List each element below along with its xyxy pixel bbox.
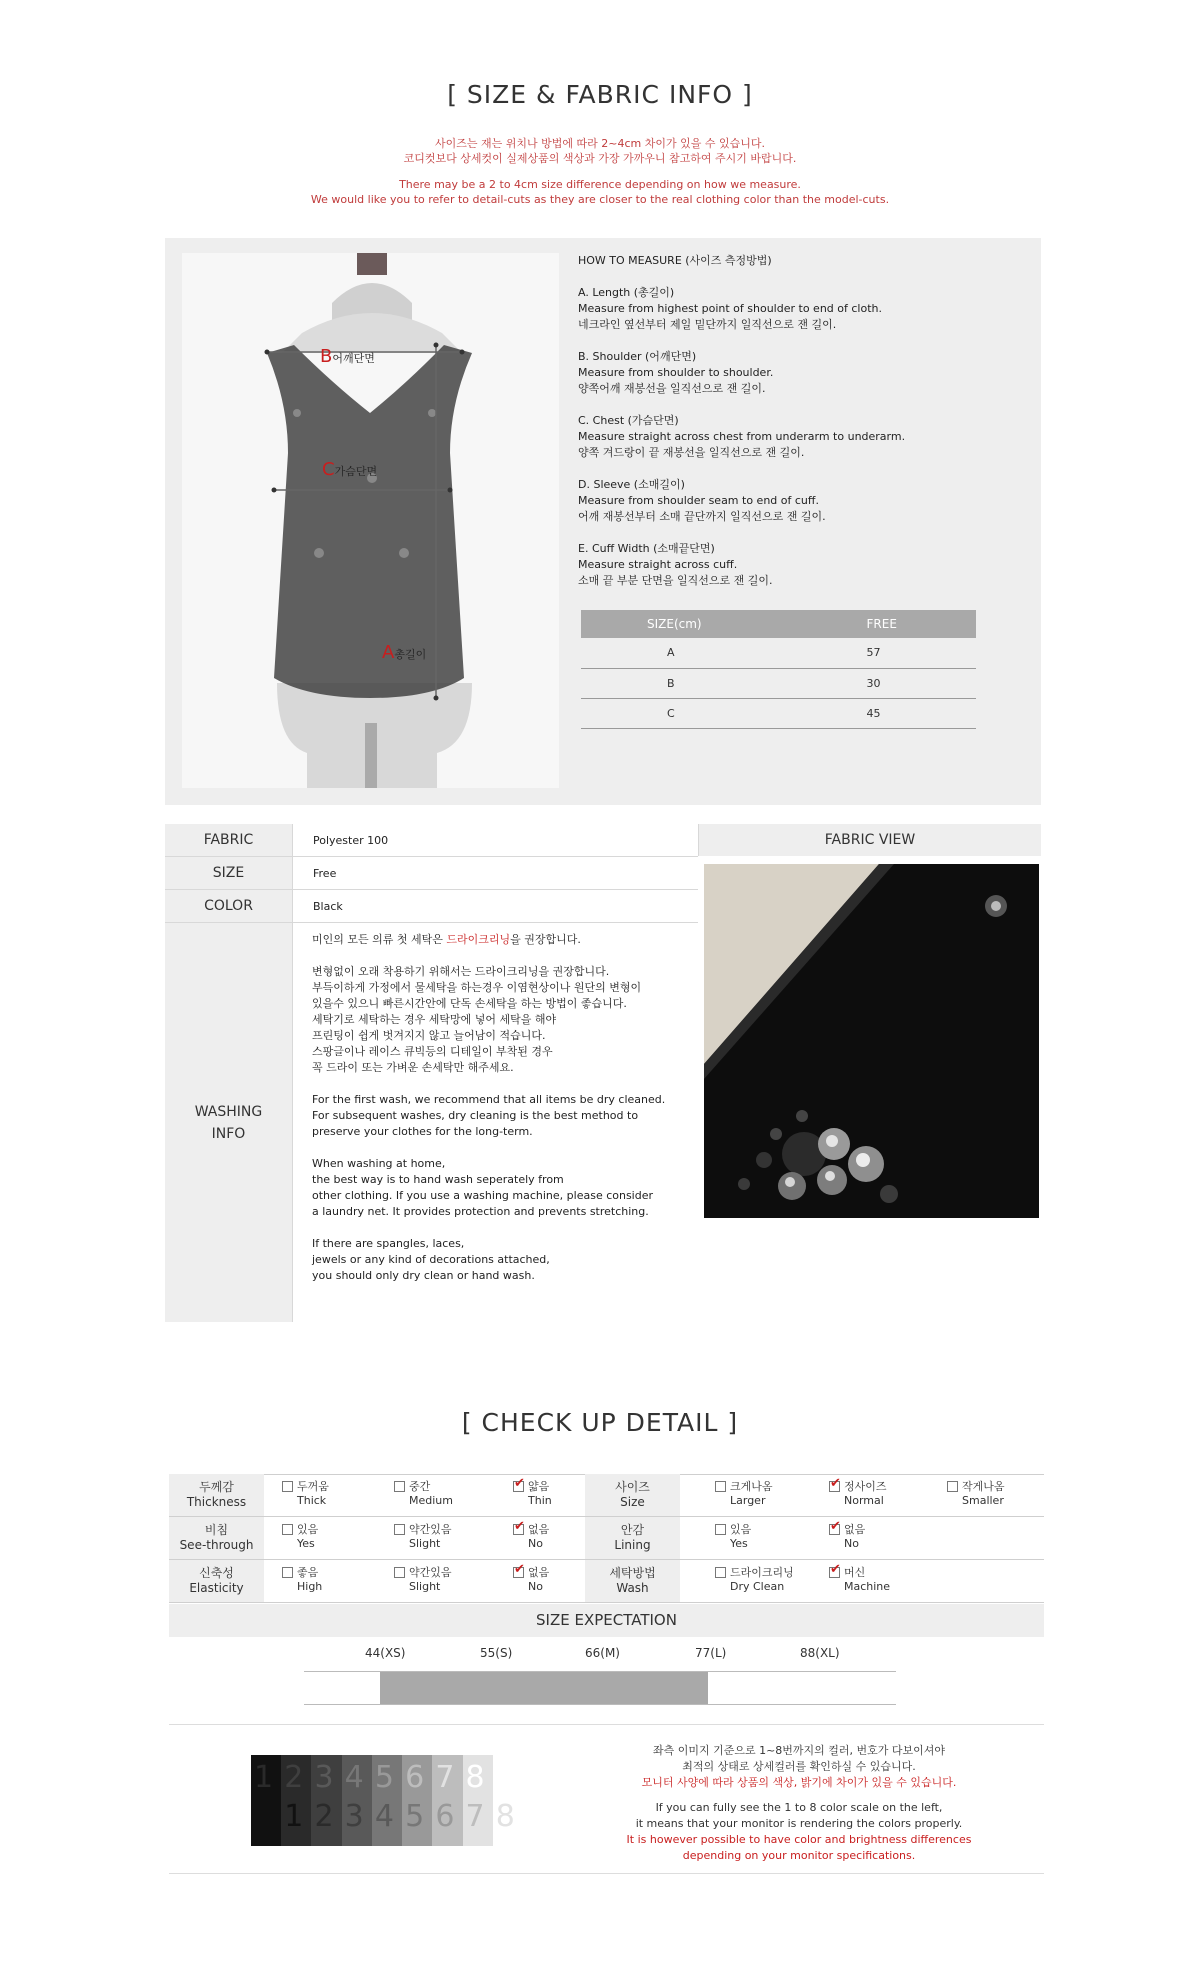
option-lining-yes[interactable]: 있음 Yes (715, 1523, 825, 1551)
scale-digit: 1 (254, 1760, 274, 1795)
washing-info-label: WASHING INFO (165, 923, 292, 1322)
measure-item-sleeve: D. Sleeve (소매길이) Measure from shoulder seam to end of cuff. 어깨 재봉선부터 소매 끝단까지 일직선으로 잰 길이. (578, 478, 826, 523)
checkbox-checked[interactable] (513, 1524, 524, 1535)
option-smaller[interactable]: 작게나옴 Smaller (947, 1480, 1057, 1508)
measure-item-length: A. Length (총길이) Measure from highest point of shoulder to end of cloth. 네크라인 옆선부터 제일 밑단까지 일직선으로 잰 길이. (578, 286, 882, 331)
checkbox-checked[interactable] (513, 1567, 524, 1578)
notice-ko: 사이즈는 재는 위치나 방법에 따라 2~4cm 차이가 있을 수 있습니다. 코디컷보다 상세컷이 실제상품의 색상과 가장 가까우니 참고하여 주시기 바랍니다. (403, 137, 797, 165)
fabric-label: FABRIC (165, 824, 292, 857)
scale-digit: 5 (374, 1760, 394, 1795)
color-value: Black (292, 890, 698, 923)
gray-swatch (311, 1755, 341, 1846)
mannequin-hook (357, 253, 387, 275)
how-to-measure (578, 253, 1018, 589)
checkbox[interactable] (394, 1524, 405, 1535)
garment-top-shape (267, 345, 472, 698)
size-55: 55(S) (480, 1646, 513, 1660)
check-row-thickness-size (169, 1474, 1044, 1517)
gray-swatch (251, 1755, 281, 1846)
scale-digit: 4 (344, 1760, 364, 1795)
garment-diagram (182, 253, 559, 788)
scale-digit: 8 (465, 1760, 485, 1795)
see-through-label: 비침 See-through (169, 1517, 264, 1559)
washing-instructions: 미인의 모든 의류 첫 세탁은 드라이크리닝을 권장합니다. 변형없이 오래 착용하기 위해서는 드라이크리닝을 권장합니다. 부득이하게 가정에서 물세탁을 하는경우 이염현상이나 원단의 변형이 있을수 있으니 빠른시간안에 단독 손세탁을 하는 방법이 좋습니다. 세탁기로 세탁하는 경우 세탁망에 넣어 세탁을 해야 프린팅이 쉽게 벗겨지지 않고 늘어남이 적습니다. 스팡글이나 레이스 큐빅등의 디테일이 부착된 경우 꼭 드라이 또는 가벼운 손세탁만 해주세요. For the first wash, we recommend that all items be dry cleaned. For subsequent washes, dry cleaning is the best method to preserve your clothes for the long-term. When washing at home, the best way is to hand wash seperately from other clothing. If you use a washing machine, please consider a laundry net. It provides protection and prevents stretching. If there are spangles, laces, jewels or any kind of decorations attached, you should only dry clean or hand wash. (312, 933, 666, 1282)
measure-item-chest: C. Chest (가슴단면) Measure straight across chest from underarm to underarm. 양쪽 겨드랑이 끝 재봉선을 일직선으로 잰 길이. (578, 414, 906, 459)
checkbox[interactable] (715, 1481, 726, 1492)
gray-swatch (493, 1755, 523, 1846)
gray-swatch (372, 1755, 402, 1846)
checkbox[interactable] (394, 1567, 405, 1578)
sparkle (293, 409, 301, 417)
scale-digit: 5 (405, 1799, 425, 1834)
size-range-fill (380, 1672, 708, 1704)
option-see-no[interactable]: ✔ 없음 No (513, 1523, 623, 1551)
check-row-elasticity-wash (169, 1560, 1044, 1603)
size-fit-label: 사이즈 Size (585, 1474, 680, 1516)
check-up-title: [ CHECK UP DETAIL ] (461, 1408, 739, 1437)
option-dry-clean[interactable]: 드라이크리닝 Dry Clean (715, 1566, 825, 1594)
check-row-seethrough-lining (169, 1517, 1044, 1560)
checkbox-checked[interactable] (829, 1567, 840, 1578)
wash-label: 세탁방법 Wash (585, 1560, 680, 1602)
gray-scale (251, 1755, 523, 1846)
size-value: Free (292, 857, 698, 890)
option-machine[interactable]: ✔ 머신 Machine (829, 1566, 939, 1594)
thickness-label: 두께감 Thickness (169, 1474, 264, 1516)
monitor-calibration (169, 1724, 1044, 1874)
gray-swatch (342, 1755, 372, 1846)
lining-label: 안감 Lining (585, 1517, 680, 1559)
measure-item-cuff: E. Cuff Width (소매끝단면) Measure straight across cuff. 소매 끝 부분 단면을 일직선으로 잰 길이. (578, 542, 773, 587)
color-label: COLOR (165, 890, 292, 923)
checkbox[interactable] (394, 1481, 405, 1492)
fabric-closeup-image (704, 864, 1039, 1218)
scale-digit: 7 (435, 1760, 455, 1795)
size-66: 66(M) (585, 1646, 620, 1660)
gray-swatch (463, 1755, 493, 1846)
scale-digit: 3 (314, 1760, 334, 1795)
size-77: 77(L) (695, 1646, 727, 1660)
option-lining-no[interactable]: ✔ 없음 No (829, 1523, 939, 1551)
checkbox[interactable] (282, 1481, 293, 1492)
checkbox-checked[interactable] (829, 1481, 840, 1492)
scale-digit: 4 (374, 1799, 394, 1834)
how-to-measure-title: HOW TO MEASURE (사이즈 측정방법) (578, 254, 772, 267)
scale-digit: 2 (314, 1799, 334, 1834)
scale-digit: 7 (465, 1799, 485, 1834)
checkbox[interactable] (715, 1524, 726, 1535)
size-88: 88(XL) (800, 1646, 840, 1660)
scale-digit: 6 (405, 1760, 425, 1795)
sparkle (428, 409, 436, 417)
size-44: 44(XS) (365, 1646, 406, 1660)
size-fabric-title: [ SIZE & FABRIC INFO ] (447, 80, 753, 109)
option-elastic-no[interactable]: ✔ 없음 No (513, 1566, 623, 1594)
option-thin[interactable]: ✔ 얇음 Thin (513, 1480, 623, 1508)
option-see-yes[interactable]: 있음 Yes (282, 1523, 392, 1551)
measure-item-shoulder: B. Shoulder (어깨단면) Measure from shoulder to shoulder. 양쪽어깨 재봉선을 일직선으로 잰 길이. (578, 350, 774, 395)
table-row: B 30 (581, 668, 976, 698)
notice-en: There may be a 2 to 4cm size difference depending on how we measure. We would like you to refer to detail-cuts as they are closer to the real clothing color than the model-cuts. (310, 178, 890, 206)
fabric-view-label: FABRIC VIEW (698, 824, 1041, 856)
sparkle (399, 548, 409, 558)
checkbox[interactable] (282, 1567, 293, 1578)
table-row: A 57 (581, 638, 976, 668)
scale-digit: 1 (284, 1799, 304, 1834)
table-row: C 45 (581, 698, 976, 728)
measure-panel (165, 238, 1041, 805)
checkbox-checked[interactable] (513, 1481, 524, 1492)
option-elastic-high[interactable]: 좋음 High (282, 1566, 392, 1594)
size-table (581, 610, 976, 729)
size-range-bar (304, 1671, 896, 1705)
checkbox[interactable] (715, 1567, 726, 1578)
elasticity-label: 신축성 Elasticity (169, 1560, 264, 1602)
mannequin-stand (365, 723, 377, 788)
option-see-slight[interactable]: 약간있음 Slight (394, 1523, 504, 1551)
scale-digit: 6 (435, 1799, 455, 1834)
option-elastic-slight[interactable]: 약간있음 Slight (394, 1566, 504, 1594)
option-medium[interactable]: 중간 Medium (394, 1480, 504, 1508)
label-c: C가슴단면 (322, 459, 378, 480)
checkbox[interactable] (947, 1481, 958, 1492)
fabric-value: Polyester 100 (292, 824, 698, 857)
gray-swatch (402, 1755, 432, 1846)
gray-swatch (432, 1755, 462, 1846)
scale-digit: 8 (495, 1799, 515, 1834)
fabric-view-photo (704, 864, 1039, 1218)
checkbox-checked[interactable] (829, 1524, 840, 1535)
sparkle (314, 548, 324, 558)
fabric-info-table (165, 824, 1041, 1322)
checkbox[interactable] (282, 1524, 293, 1535)
label-b: B어깨단면 (320, 346, 375, 367)
size-table-header: SIZE(cm) FREE (581, 610, 976, 638)
size-label: SIZE (165, 857, 292, 890)
scale-digit: 2 (284, 1760, 304, 1795)
option-thick[interactable]: 두꺼움 Thick (282, 1480, 392, 1508)
label-a: A총길이 (382, 642, 427, 663)
option-larger[interactable]: 크게나옴 Larger (715, 1480, 825, 1508)
option-normal[interactable]: ✔ 정사이즈 Normal (829, 1480, 939, 1508)
monitor-notice: 좌측 이미지 기준으로 1~8번까지의 컬러, 번호가 다보이셔야 최적의 상태로 상세컬러를 확인하실 수 있습니다. 모니터 사양에 따라 상품의 색상, 밝기에 차이가 있을 수 있습니다. If you can fully see the 1 to 8 color scale on the left, it means that your monitor is rendering the colors properly. It is however possible to have color and brightness differences depending on your monitor specifications. (626, 1744, 972, 1862)
size-expectation-title: SIZE EXPECTATION (169, 1604, 1044, 1637)
scale-digit: 3 (344, 1799, 364, 1834)
garment-illustration (182, 253, 559, 788)
gray-swatch (281, 1755, 311, 1846)
